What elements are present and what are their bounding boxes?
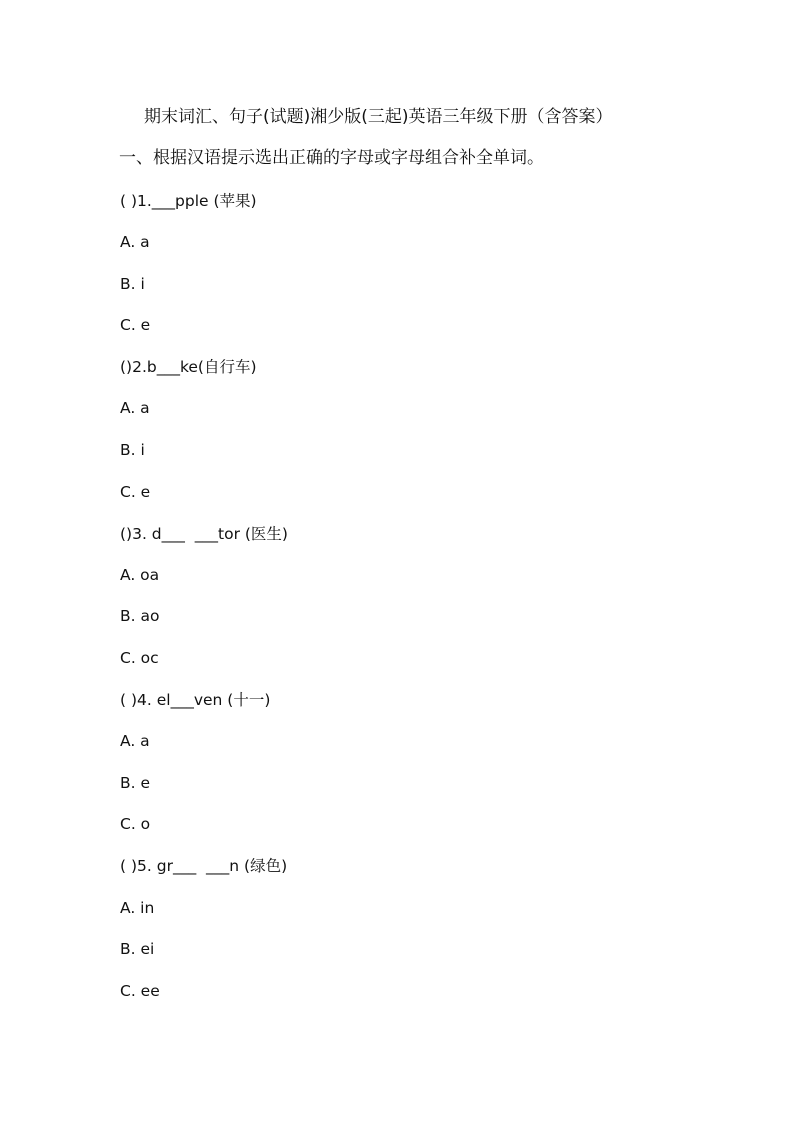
question-4-stem: ( )4. el___ven (十一) [120, 691, 271, 709]
question-3-stem: ()3. d___ ___tor (医生) [120, 525, 288, 543]
question-2-option-a: A. a [120, 399, 150, 417]
question-5-option-b: B. ei [120, 940, 155, 958]
question-2-option-b: B. i [120, 441, 145, 459]
document-title: 期末词汇、句子(试题)湘少版(三起)英语三年级下册（含答案） [144, 107, 613, 127]
question-5-option-a: A. in [120, 899, 155, 917]
question-3-option-b: B. ao [120, 607, 160, 625]
question-4-option-c: C. o [120, 815, 151, 833]
question-2-stem: ()2.b___ke(自行车) [120, 358, 257, 376]
section-heading: 一、根据汉语提示选出正确的字母或字母组合补全单词。 [119, 148, 544, 168]
question-1-option-c: C. e [120, 316, 151, 334]
question-4-option-a: A. a [120, 732, 150, 750]
question-5-option-c: C. ee [120, 982, 160, 1000]
question-3-option-a: A. oa [120, 566, 160, 584]
question-3-option-c: C. oc [120, 649, 159, 667]
question-2-option-c: C. e [120, 483, 151, 501]
question-1-option-a: A. a [120, 233, 150, 251]
question-4-option-b: B. e [120, 774, 151, 792]
question-1-stem: ( )1.___pple (苹果) [120, 192, 257, 210]
question-5-stem: ( )5. gr___ ___n (绿色) [120, 857, 288, 875]
question-1-option-b: B. i [120, 275, 145, 293]
